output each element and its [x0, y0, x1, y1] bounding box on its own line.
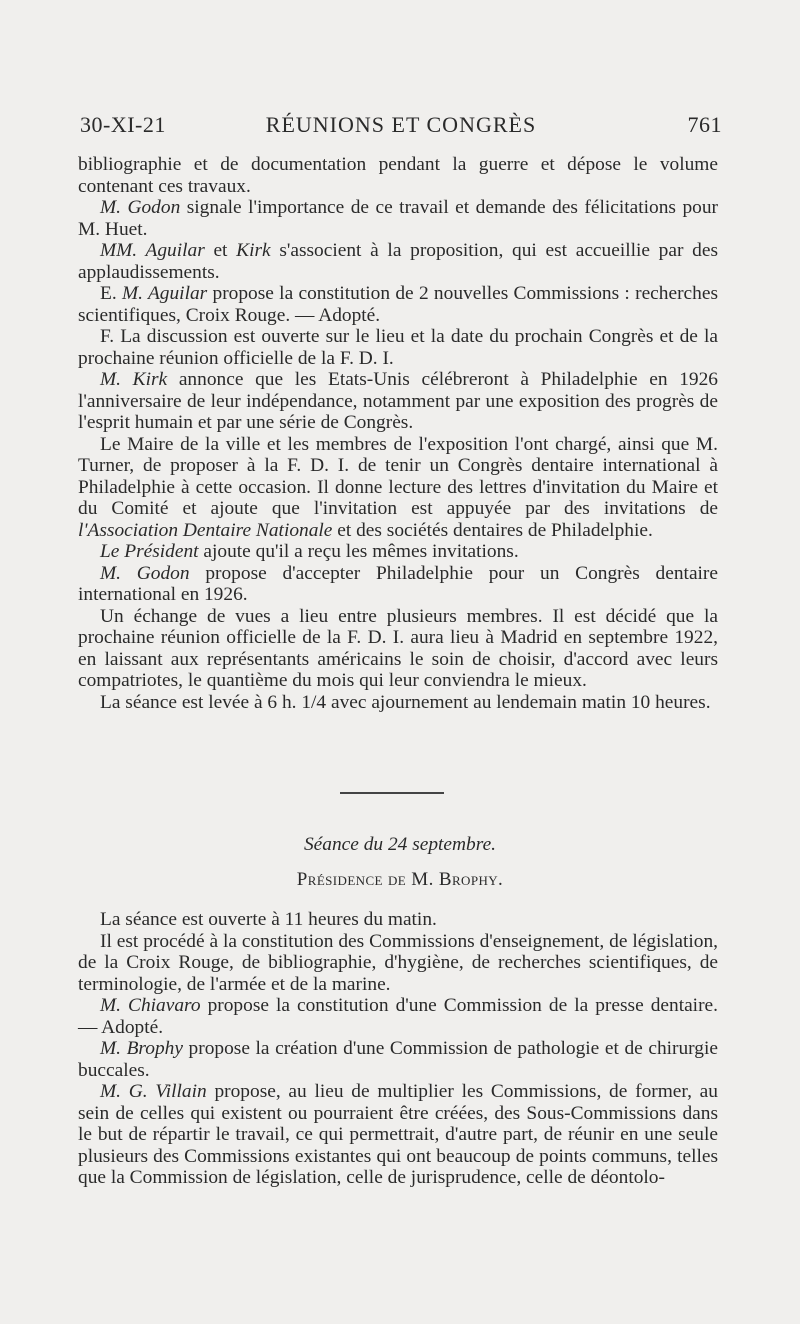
- section-divider: [340, 792, 444, 794]
- paragraph: [78, 434, 718, 542]
- paragraph: [78, 197, 718, 240]
- paragraph: [78, 606, 718, 692]
- speaker-name: M. Kirk: [100, 369, 168, 390]
- paragraph-text: annonce que les Etats-Unis célébreront à Philadelphie en 1926 l'anniversaire de leur indépendance, notamment par une exposition des progrès de l'esprit humain et par une série de Congrès.: [78, 369, 719, 433]
- paragraph: [78, 909, 718, 931]
- header-title: RÉUNIONS ET CONGRÈS: [265, 112, 537, 137]
- paragraph-text: signale l'importance de ce travail et demande des félicitations pour M. Huet.: [78, 197, 718, 240]
- header-date: 30-XI-21: [80, 112, 166, 137]
- paragraph: [78, 931, 718, 996]
- paragraph-text: s'associent à la proposition, qui est accueillie par des applaudissements.: [78, 240, 718, 283]
- speaker-name: M. G. Villain: [100, 1081, 207, 1102]
- paragraph-text: propose d'accepter Philadelphie pour un Congrès dentaire international en 1926.: [78, 562, 718, 605]
- paragraph: [78, 692, 718, 714]
- speaker-name: Le Président: [100, 541, 199, 562]
- paragraph: [78, 563, 718, 606]
- paragraph: [78, 154, 718, 197]
- italic-reference: l'Association Dentaire Nationale: [78, 519, 333, 541]
- paragraph-text: propose la constitution d'une Commission de la presse dentaire. — Adopté.: [78, 995, 718, 1038]
- paragraph: [78, 369, 718, 434]
- paragraph-text: et des sociétés dentaires de Philadelphie.: [332, 519, 653, 541]
- paragraph-text: propose, au lieu de multiplier les Commissions, de former, au sein de celles qui existent ou pourraient être créées, des Sous-Commissions dans le but de répartir le travail, ce qui permettrait, d'autre part, de réunir en une seule plusieurs des Commissions existantes qui ont beaucoup de points communs, telles que la Commission de législation, celle de jurisprudence, celle de déontolo-: [78, 1081, 718, 1188]
- paragraph: [78, 326, 718, 369]
- paragraph-text: Il est procédé à la constitution des Commissions d'enseignement, de législation, de la Croix Rouge, de bibliographie, d'hygiène, de recherches scientifiques, de terminologie, de l'armée et de la marine.: [78, 930, 718, 995]
- speaker-name: M. Chiavaro: [100, 995, 201, 1016]
- speaker-name: M. Godon: [100, 197, 181, 218]
- speaker-name: Kirk: [236, 240, 271, 261]
- paragraph-text: La séance est levée à 6 h. 1/4 avec ajournement au lendemain matin 10 heures.: [100, 691, 711, 713]
- paragraph-text: bibliographie et de documentation pendant la guerre et dépose le volume contenant ces travaux.: [78, 154, 718, 197]
- paragraph: [78, 283, 718, 326]
- paragraph-prefix: E.: [100, 283, 122, 304]
- paragraph-text: ajoute qu'il a reçu les mêmes invitations.: [198, 541, 519, 562]
- section-title: Séance du 24 septembre.: [303, 834, 497, 855]
- paragraph-text: Le Maire de la ville et les membres de l'exposition l'ont chargé, ainsi que M. Turner, de proposer à la F. D. I. de tenir un Congrès dentaire international à Philadelphie à cette occasion. Il donne lecture des lettres d'invitation du Maire et du Comité et ajoute que l'invitation est appuyée par des invitations de: [78, 433, 718, 519]
- paragraph: [78, 240, 718, 283]
- speaker-name: M. Godon: [100, 562, 190, 584]
- paragraph: [78, 995, 718, 1038]
- paragraph-text: propose la création d'une Commission de pathologie et de chirurgie buccales.: [78, 1038, 718, 1081]
- running-header: [80, 112, 722, 144]
- speaker-name: MM. Aguilar: [100, 240, 205, 261]
- minutes-part-1: [78, 154, 718, 713]
- paragraph-text: Un échange de vues a lieu entre plusieurs membres. Il est décidé que la prochaine réunion officielle de la F. D. I. aura lieu à Madrid en septembre 1922, en laissant aux représentants américains le soin de choisir, d'accord avec leurs compatriotes, le quantième du mois qui leur conviendra le mieux.: [78, 605, 718, 691]
- paragraph-text: La séance est ouverte à 11 heures du matin.: [100, 909, 437, 930]
- page-number: 761: [687, 112, 722, 137]
- paragraph: [78, 541, 718, 563]
- speaker-name: M. Aguilar: [122, 283, 208, 304]
- paragraph: [78, 1038, 718, 1081]
- presidence-line: Présidence de M. Brophy.: [296, 869, 504, 890]
- speaker-name: M. Brophy: [100, 1038, 183, 1059]
- paragraph-text: et: [204, 240, 237, 261]
- paragraph: [78, 1081, 718, 1189]
- minutes-part-2: [78, 909, 718, 1189]
- paragraph-text: propose la constitution de 2 nouvelles Commissions : recherches scientifiques, Croix Rouge. — Adopté.: [78, 283, 719, 326]
- paragraph-text: F. La discussion est ouverte sur le lieu et la date du prochain Congrès et de la prochaine réunion officielle de la F. D. I.: [78, 326, 718, 369]
